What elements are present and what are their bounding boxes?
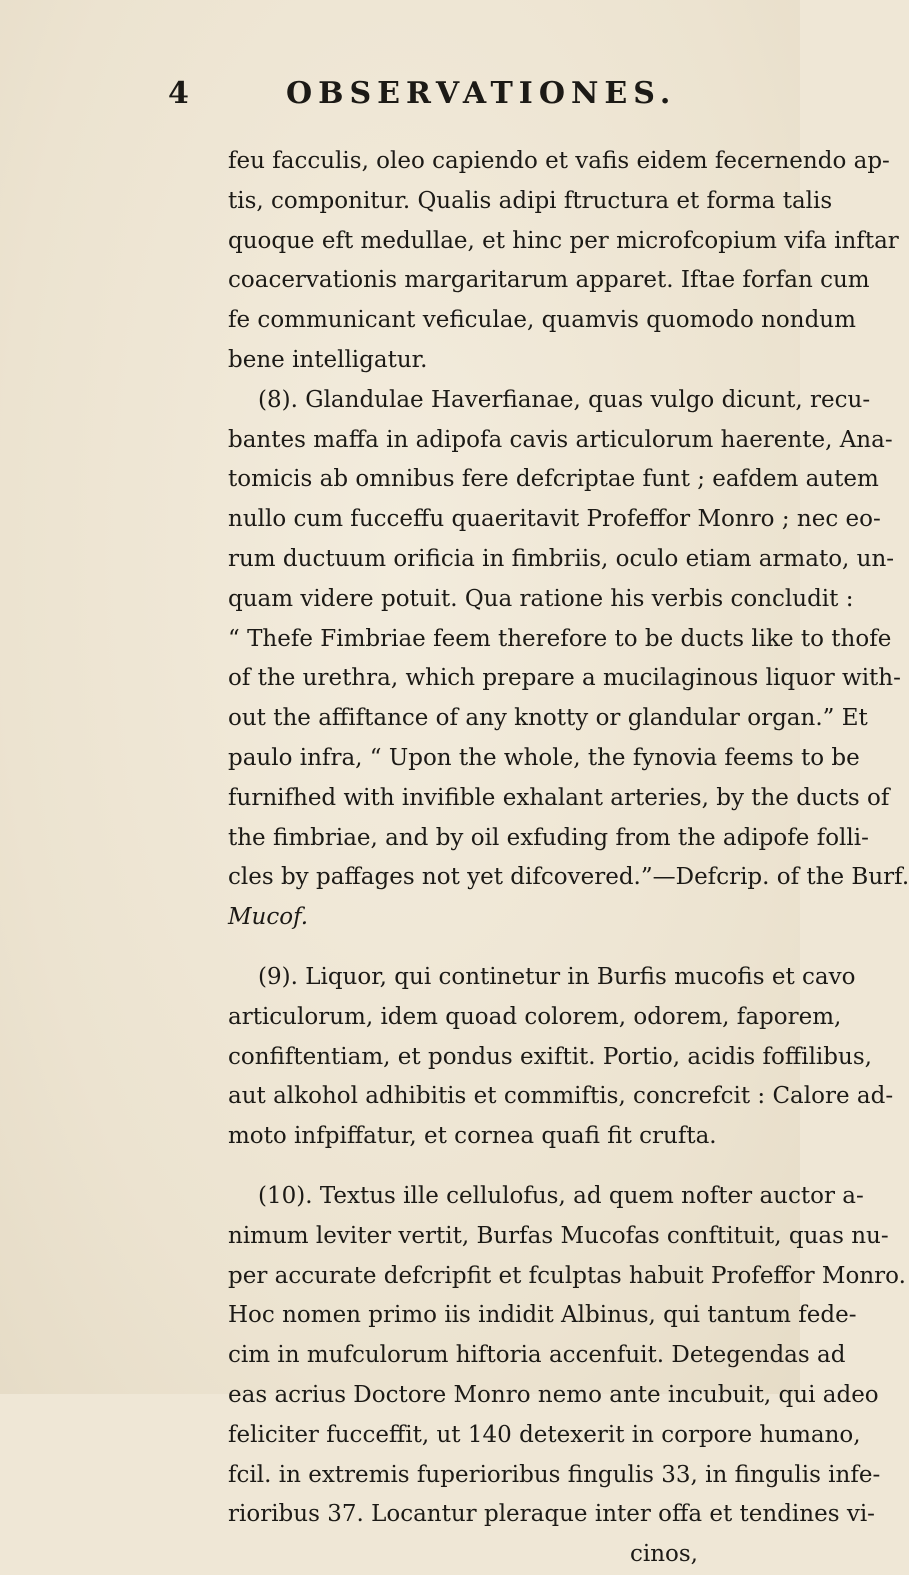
text-line: (9). Liquor, qui continetur in Burfis mucofis et cavo	[258, 963, 856, 990]
text-line: coacervationis margaritarum apparet. Iftae forfan cum	[228, 267, 870, 294]
paragraph-gap	[228, 938, 748, 958]
text-line: aut alkohol adhibitis et commiftis, concrefcit : Calore ad-	[228, 1083, 894, 1110]
text-line: fe communicant veficulae, quamvis quomodo nondum	[228, 307, 856, 334]
page-number: 4	[168, 76, 189, 111]
text-line: Mucof.	[228, 904, 309, 931]
text-line: fcil. in extremis fuperioribus fingulis 33, in fingulis infe-	[228, 1461, 881, 1488]
text-line: (10). Textus ille cellulofus, ad quem nofter auctor a-	[258, 1182, 864, 1209]
text-line: moto infpiffatur, et cornea quafi fit crufta.	[228, 1123, 717, 1150]
text-line: “ Thefe Fimbriae feem therefore to be ducts like to thofe	[228, 625, 892, 652]
text-line: Hoc nomen primo iis indidit Albinus, qui tantum fede-	[228, 1302, 857, 1329]
paragraph	[228, 381, 909, 938]
text-line: out the affiftance of any knotty or glandular organ.” Et	[228, 705, 868, 732]
paragraph	[228, 958, 894, 1157]
text-line: quoque eft medullae, et hinc per microfcopium vifa inftar	[228, 227, 899, 254]
text-line: feliciter fucceffit, ut 140 detexerit in corpore humano,	[228, 1421, 861, 1448]
text-line: tomicis ab omnibus fere defcriptae funt ; eafdem autem	[228, 466, 879, 493]
text-line: articulorum, idem quoad colorem, odorem, faporem,	[228, 1003, 842, 1030]
text-line: bantes maffa in adipofa cavis articulorum haerente, Ana-	[228, 426, 893, 453]
text-line: quam videre potuit. Qua ratione his verbis concludit :	[228, 585, 854, 612]
page-header	[168, 76, 728, 116]
text-line: rum ductuum orificia in fimbriis, oculo etiam armato, un-	[228, 545, 895, 572]
text-line: furnifhed with invifible exhalant arteries, by the ducts of	[228, 784, 890, 811]
text-line: cim in mufculorum hiftoria accenfuit. Detegendas ad	[228, 1342, 846, 1369]
text-line: nullo cum fucceffu quaeritavit Profeffor Monro ; nec eo-	[228, 506, 881, 533]
paragraph-gap	[228, 1157, 748, 1177]
text-line: the fimbriae, and by oil exfuding from the adipofe folli-	[228, 824, 869, 851]
paragraph	[228, 142, 899, 381]
body-text	[228, 142, 909, 1575]
paragraph	[228, 1177, 906, 1575]
text-line: paulo infra, “ Upon the whole, the fynovia feems to be	[228, 744, 860, 771]
text-line: eas acrius Doctore Monro nemo ante incubuit, qui adeo	[228, 1381, 879, 1408]
catchword: cinos,	[629, 1541, 698, 1568]
text-line: confiftentiam, et pondus exiftit. Portio, acidis foffilibus,	[228, 1043, 872, 1070]
text-line: bene intelligatur.	[228, 346, 428, 373]
text-line: rioribus 37. Locantur pleraque inter offa et tendines vi-	[228, 1501, 875, 1528]
text-line: cles by paffages not yet difcovered.”—Defcrip. of the Burf.	[228, 864, 909, 891]
text-line: of the urethra, which prepare a mucilaginous liquor with-	[228, 665, 901, 692]
running-title: OBSERVATIONES.	[286, 76, 677, 111]
text-line: (8). Glandulae Haverfianae, quas vulgo dicunt, recu-	[258, 386, 871, 413]
text-line: nimum leviter vertit, Burfas Mucofas conftituit, quas nu-	[228, 1222, 889, 1249]
text-line: feu facculis, oleo capiendo et vafis eidem fecernendo ap-	[228, 148, 890, 174]
text-line: tis, componitur. Qualis adipi ftructura et forma talis	[228, 187, 833, 214]
text-line: per accurate defcripfit et fculptas habuit Profeffor Monro.	[228, 1262, 906, 1289]
